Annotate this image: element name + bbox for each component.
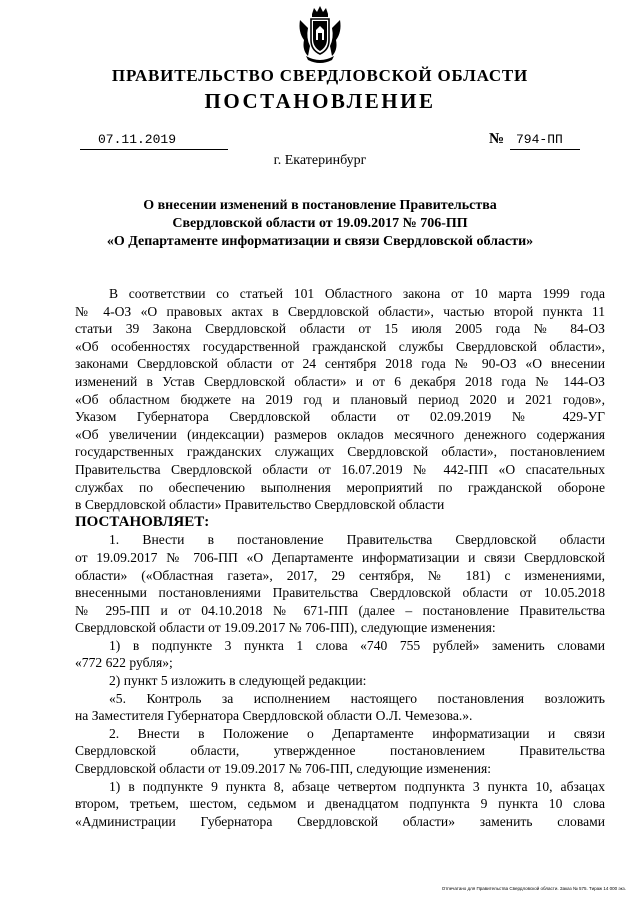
- body-line: В соответствии со статьей 101 Областного закона от 10 марта 1999 года: [109, 286, 605, 301]
- subject-line: «О Департаменте информатизации и связи Свердловской области»: [106, 234, 534, 249]
- subject-line: Свердловской области от 19.09.2017 № 706-ПП: [172, 216, 468, 231]
- body-line: 1) в подпункте 9 пункта 8, абзаце четвертом подпункта 3 пункта 10, абзацах: [109, 778, 605, 794]
- coat-of-arms-emblem: [296, 6, 344, 66]
- body-line: от 19.09.2017 № 706-ПП «О Департаменте информатизации и связи Свердловской: [75, 549, 605, 565]
- body-line: втором, третьем, шестом, седьмом и двенадцатом подпункта 9 пункта 10 слова: [75, 796, 605, 812]
- body-line: «5. Контроль за исполнением настоящего постановления возложить: [109, 690, 605, 706]
- print-note: Отпечатано для Правительства Свердловской области. Заказ № 575. Тираж 14 000 экз.: [441, 886, 626, 891]
- body-line: Правительства Свердловской области от 16.07.2019 № 442-ПП «О спасательных: [75, 461, 605, 477]
- body-line: законами Свердловской области от 24 сентября 2018 года № 90-ОЗ «О внесении: [75, 356, 605, 372]
- number-sign: №: [489, 131, 505, 147]
- body-line: № 295-ПП и от 04.10.2018 № 671-ПП (далее – постановление Правительства: [75, 602, 605, 618]
- body-line: Свердловской области от 19.09.2017 № 706-ПП, следующие изменения:: [75, 761, 492, 777]
- body-line: «Об областном бюджете на 2019 год и плановый период 2020 и 2021 годов»,: [75, 391, 605, 407]
- body-line: 1. Внести в постановление Правительства Свердловской области: [109, 532, 605, 548]
- body-line: «Администрации Губернатора Свердловской области» заменить словами: [75, 813, 605, 829]
- document-subject: [60, 197, 580, 251]
- body-line: службах по обеспечению выполнения мероприятий по гражданской обороне: [75, 479, 605, 495]
- decree-heading: ПОСТАНОВЛЯЕТ:: [75, 513, 210, 530]
- document-number: 794-ПП: [516, 132, 563, 147]
- body-line: Указом Губернатора Свердловской области от 02.09.2019 № 429-УГ: [75, 409, 605, 425]
- body-line: 2) пункт 5 изложить в следующей редакции:: [109, 673, 367, 689]
- body-line: Свердловской области от 19.09.2017 № 706-ПП), следующие изменения:: [75, 620, 496, 636]
- document-date: 07.11.2019: [98, 132, 177, 147]
- date-field: [80, 132, 228, 150]
- body-line: 2. Внести в Положение о Департаменте информатизации и связи: [109, 725, 605, 741]
- body-line: № 4-ОЗ «О правовых актах в Свердловской области», частью второй пункта 11: [75, 303, 605, 319]
- body-line: области» («Областная газета», 2017, 29 сентября, № 181) с изменениями,: [75, 567, 605, 583]
- document-type-title: ПОСТАНОВЛЕНИЕ: [204, 89, 436, 113]
- subject-line: О внесении изменений в постановление Правительства: [143, 198, 497, 213]
- issue-city: г. Екатеринбург: [273, 153, 367, 168]
- body-line: 1) в подпункте 3 пункта 1 слова «740 755 рублей» заменить словами: [109, 637, 605, 653]
- number-field: [510, 132, 580, 150]
- government-name: ПРАВИТЕЛЬСТВО СВЕРДЛОВСКОЙ ОБЛАСТИ: [111, 66, 529, 85]
- body-line: «Об особенностях государственной гражданской службы Свердловской области»,: [75, 338, 605, 354]
- body-line: Свердловской области, утвержденное постановлением Правительства: [75, 743, 605, 759]
- document-body: [75, 285, 605, 830]
- body-line: статьи 39 Закона Свердловской области от 15 июля 2005 года № 84-ОЗ: [75, 321, 605, 337]
- body-line: «Об увеличении (индексации) размеров окладов месячного денежного содержания: [75, 426, 605, 442]
- body-line: государственных гражданских служащих Свердловской области», постановлением: [75, 444, 605, 460]
- body-line: в Свердловской области» Правительство Свердловской области: [75, 497, 445, 513]
- body-line: «772 622 рубля»;: [75, 655, 173, 671]
- body-line: изменений в Устав Свердловской области» и от 6 декабря 2018 года № 144-ОЗ: [75, 373, 605, 389]
- body-line: на Заместителя Губернатора Свердловской области О.Л. Чемезова.».: [75, 708, 473, 724]
- body-line: внесенными постановлениями Правительства Свердловской области от 10.05.2018: [75, 585, 605, 601]
